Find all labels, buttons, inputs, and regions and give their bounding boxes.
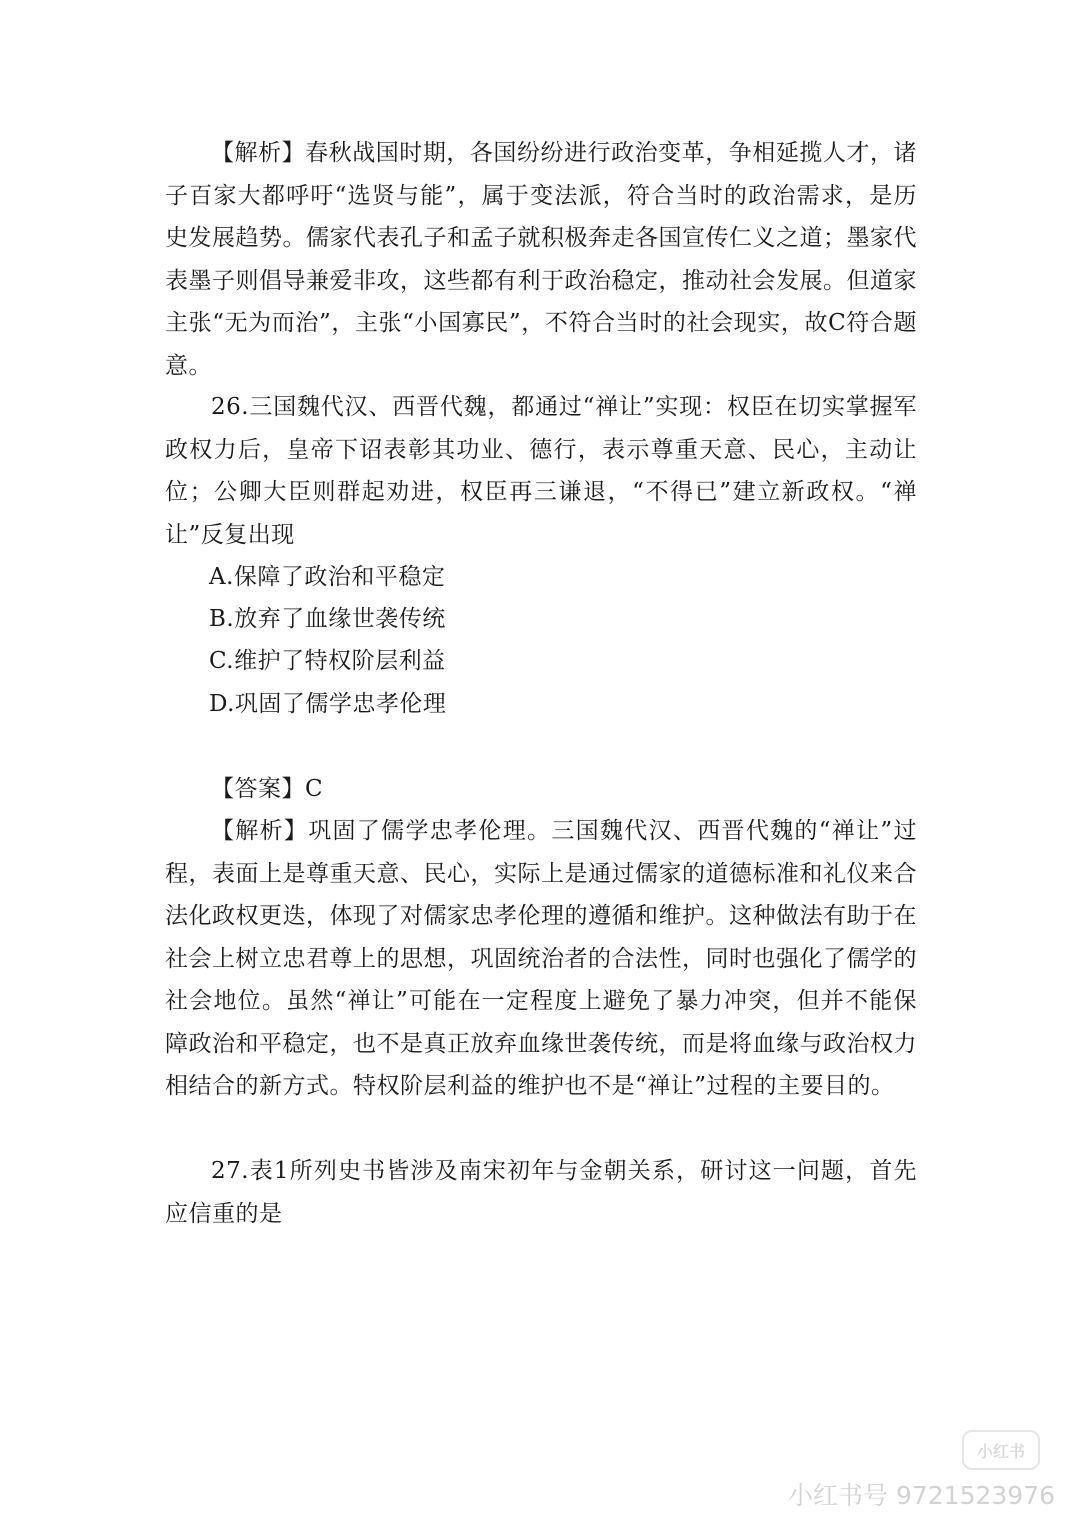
analysis-25-text: 春秋战国时期，各国纷纷进行政治变革，争相延揽人才，诸子百家大都呼吁“选贤与能”，属于变法派，符合当时的政治需求，是历史发展趋势。儒家代表孔子和孟子就积极奔走各国宣传仁义之道；墨家代表墨子则倡导兼爱非攻，这些都有利于政治稳定，推动社会发展。但道家主张“无为而治”，主张“小国寡民”，不符合当时的社会现实，故C符合题意。 (165, 140, 918, 379)
question-26-option-c: C.维护了特权阶层利益 (209, 648, 446, 674)
analysis-25-label: 【解析】 (211, 140, 306, 166)
question-26-option-a: A.保障了政治和平稳定 (209, 564, 446, 590)
question-26-answer: 【答案】C (211, 776, 324, 802)
question-26-analysis-paragraph (165, 810, 917, 1108)
analysis-25-paragraph (165, 132, 917, 387)
question-26-option-b: B.放弃了血缘世袭传统 (209, 606, 446, 632)
question-26-option-d: D.巩固了儒学忠孝伦理 (209, 691, 447, 717)
watermark-text: 小红书号 9721523976 (788, 1481, 1056, 1510)
question-27-stem: 27.表1所列史书皆涉及南宋初年与金朝关系，研讨这一问题，首先应信重的是 (165, 1158, 917, 1227)
question-26-stem: 26.三国魏代汉、西晋代魏，都通过“禅让”实现：权臣在切实掌握军政权力后，皇帝下诏表彰其功业、德行，表示尊重天意、民心，主动让位；公卿大臣则群起劝进，权臣再三谦退，“不得已”建立新政权。“禅让”反复出现 (165, 394, 917, 548)
question-26-analysis-label: 【解析】 (211, 818, 309, 844)
question-26-analysis-text: 巩固了儒学忠孝伦理。三国魏代汉、西晋代魏的“禅让”过程，表面上是尊重天意、民心，实际上是通过儒家的道德标准和礼仪来合法化政权更迭，体现了对儒家忠孝伦理的遵循和维护。这种做法有助于在社会上树立忠君尊上的思想，巩固统治者的合法性，同时也强化了儒学的社会地位。虽然“禅让”可能在一定程度上避免了暴力冲突，但并不能保障政治和平稳定，也不是真正放弃血缘世袭传统，而是将血缘与政治权力相结合的新方式。特权阶层利益的维护也不是“禅让”过程的主要目的。 (165, 818, 917, 1099)
watermark-logo: 小红书 (962, 1430, 1040, 1470)
